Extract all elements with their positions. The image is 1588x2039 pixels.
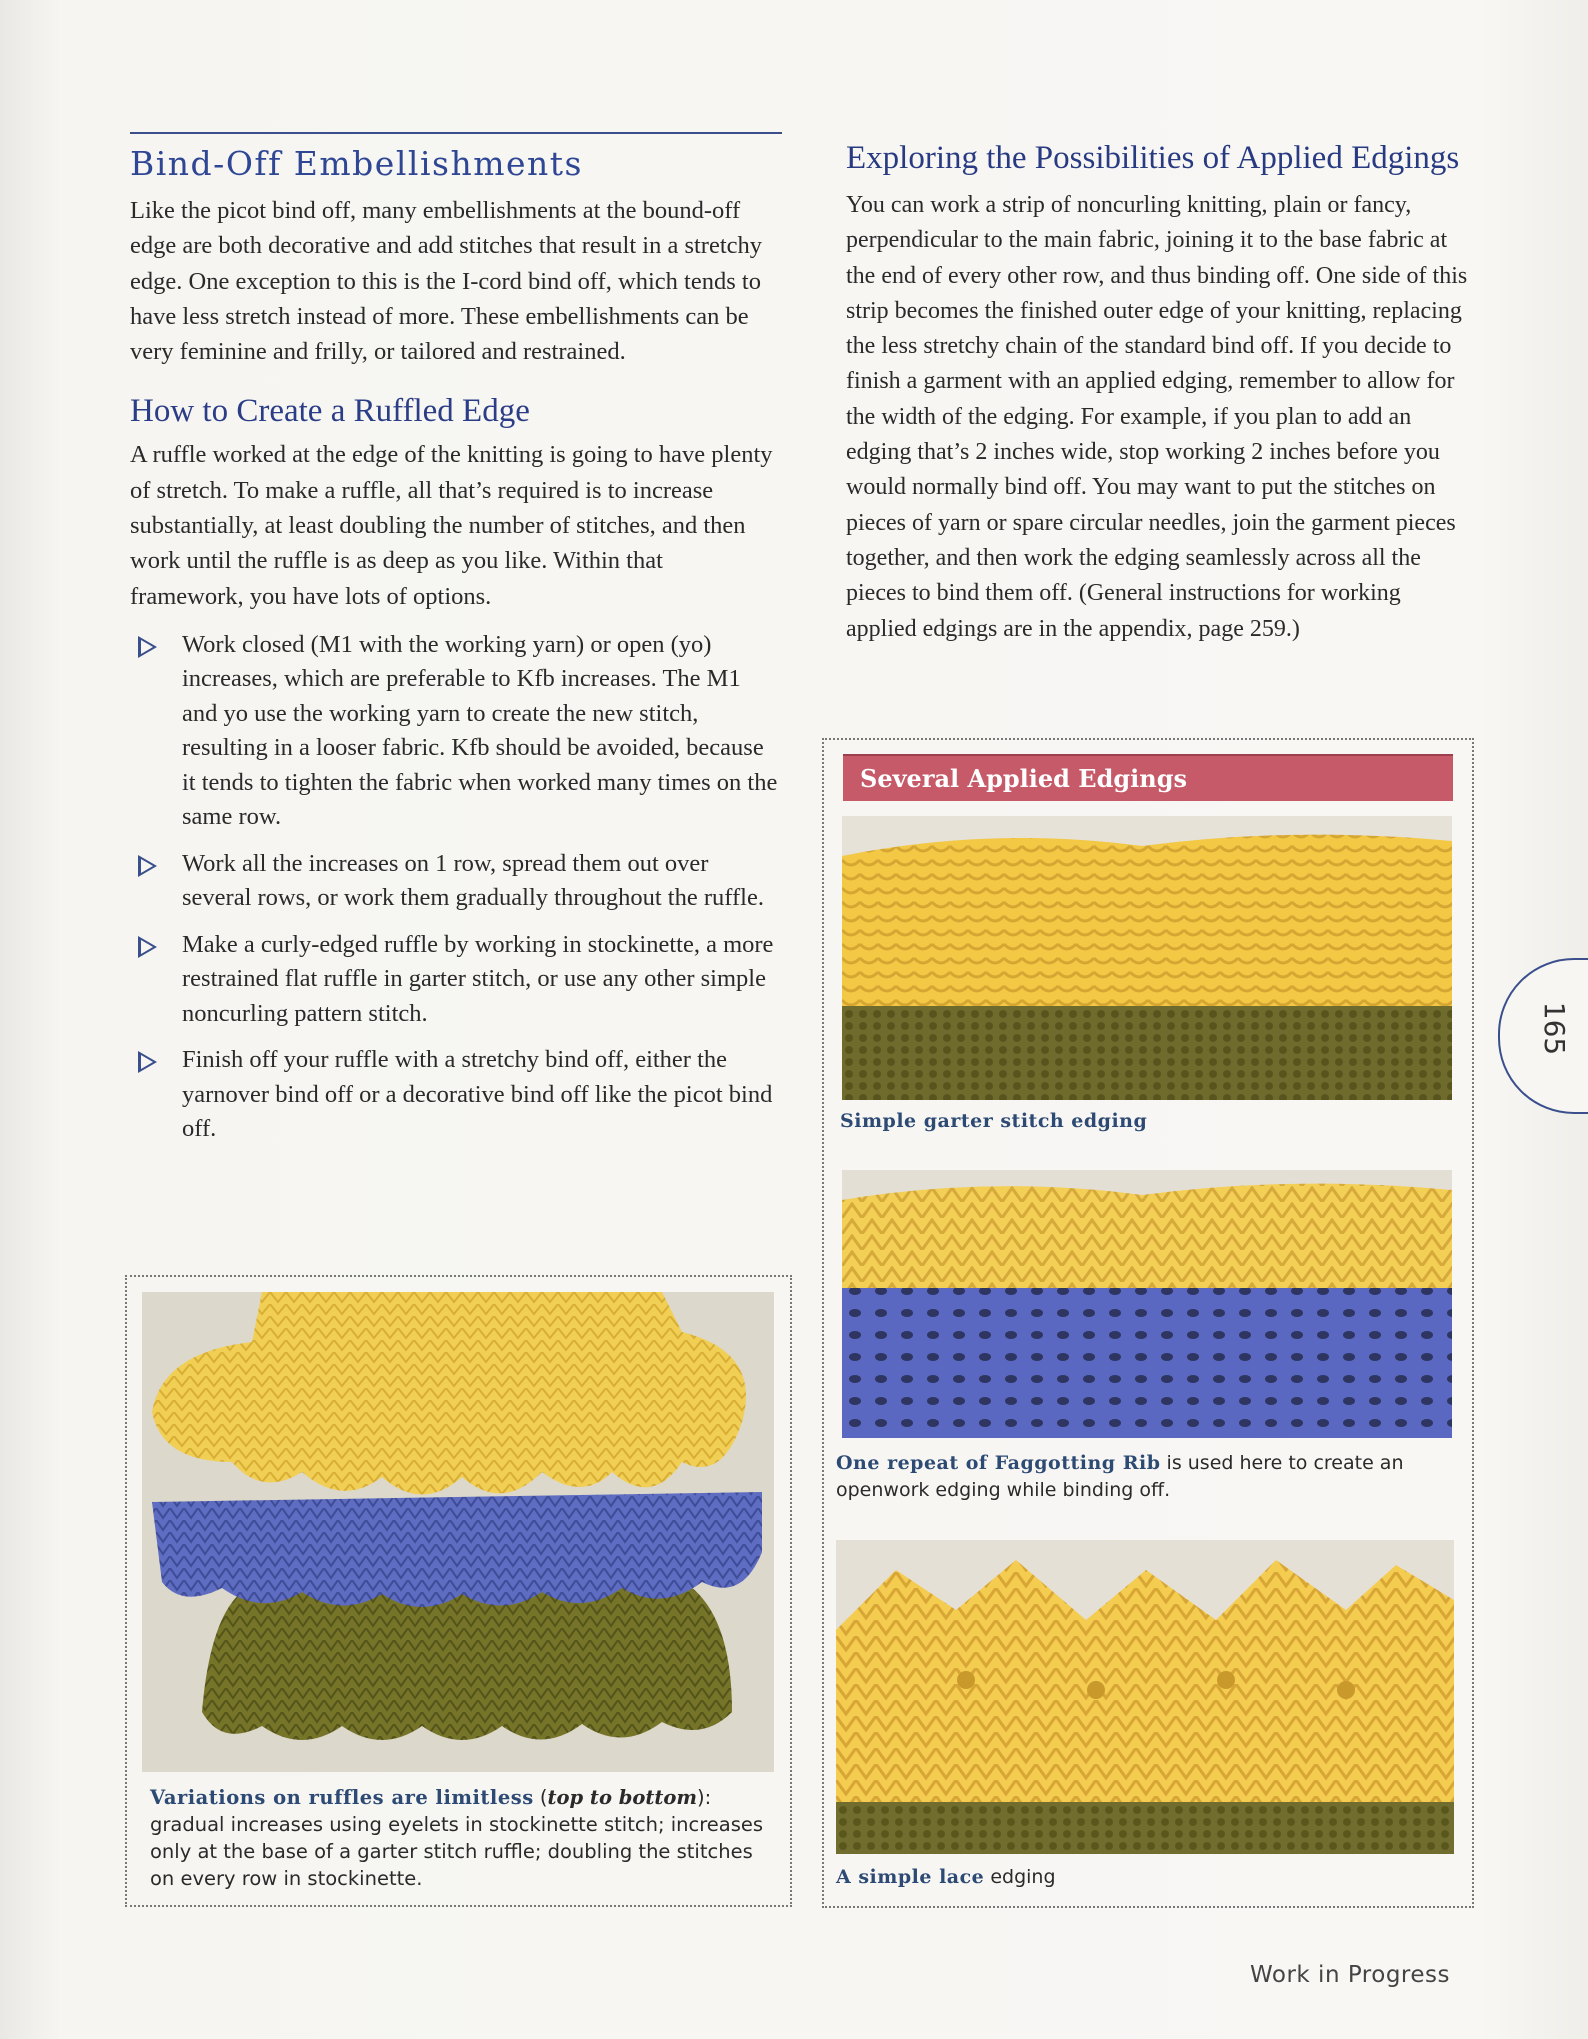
triangle-bullet-icon — [138, 1051, 157, 1073]
lace-edging-photo — [836, 1540, 1454, 1854]
list-item — [130, 628, 782, 835]
section-title: Bind-Off Embellishments — [130, 144, 583, 183]
ruffle-caption-paren: top to bottom — [547, 1786, 698, 1809]
ruffle-options-list — [130, 628, 782, 1147]
section-rule — [130, 132, 782, 134]
right-column — [846, 140, 1476, 671]
lace-caption-rest: edging — [984, 1866, 1056, 1888]
faggotting-caption — [836, 1450, 1456, 1504]
lace-caption — [836, 1864, 1456, 1891]
triangle-bullet-icon — [138, 855, 157, 877]
garter-caption-text: Simple garter stitch edging — [840, 1110, 1148, 1132]
faggotting-edging-illustration — [842, 1170, 1452, 1438]
triangle-bullet-icon — [138, 936, 157, 958]
list-item — [130, 1043, 782, 1147]
sidebar-header — [843, 754, 1453, 801]
garter-edging-illustration — [842, 816, 1452, 1100]
lace-edging-illustration — [836, 1540, 1454, 1854]
ruffle-heading: How to Create a Ruffled Edge — [130, 393, 530, 430]
faggotting-edging-photo — [842, 1170, 1452, 1438]
list-item — [130, 847, 782, 916]
faggotting-caption-lead: One repeat of Faggotting Rib — [836, 1452, 1161, 1474]
sidebar-title: Several Applied Edgings — [860, 764, 1188, 793]
ruffle-caption: Variations on ruffles are limitless (top to bottom): gradual increases using eyelets in stockinette stitch; increases only at the base of a garter stitch ruffle; doubling the stitches on every row in stockinette. — [150, 1786, 764, 1890]
ruffle-intro-paragraph: A ruffle worked at the edge of the knitting is going to have plenty of stretch. To make a ruffle, all that’s required is to increase substantially, at least doubling the number of stitches, and then work until the ruffle is as deep as you like. Within that framework, you have lots of options. — [130, 441, 773, 610]
applied-edgings-paragraph: You can work a strip of noncurling knitting, plain or fancy, perpendicular to the main fabric, joining it to the base fabric at the end of every other row, and thus binding off. One side of this strip becomes the finished outer edge of your knitting, replacing the less stretchy chain of the standard bind off. If you decide to finish a garment with an applied edging, remember to allow for the width of the edging. For example, if you plan to add an edging that’s 2 inches wide, stop working 2 inches before you would normally bind off. You may want to put the stitches on pieces of yarn or spare circular needles, join the garment pieces together, and then work the edging seamlessly across all the pieces to bind them off. (General instructions for working applied edgings are in the appendix, page 259.) — [846, 192, 1468, 642]
garter-caption — [840, 1108, 1450, 1135]
ruffle-swatch-illustration — [142, 1292, 774, 1772]
list-item-text: Finish off your ruffle with a stretchy bind off, either the yarnover bind off or a decorative bind off like the picot bind off. — [182, 1046, 773, 1143]
page-number: 165 — [1538, 1001, 1572, 1056]
list-item-text: Work closed (M1 with the working yarn) or open (yo) increases, which are preferable to Kfb increases. The M1 and yo use the working yarn to create the new stitch, resulting in a looser fabric. Kfb should be avoided, because it tends to tighten the fabric when worked many times on the same row. — [182, 630, 778, 831]
faggotting-caption-rest: is used here to create an openwork edging while binding off. — [836, 1452, 1404, 1501]
list-item-text: Work all the increases on 1 row, spread them out over several rows, or work them gradually throughout the ruffle. — [182, 849, 764, 912]
intro-paragraph: Like the picot bind off, many embellishments at the bound-off edge are both decorative and add stitches that result in a stretchy edge. One exception to this is the I-cord bind off, which tends to have less stretch instead of more. These embellishments can be very feminine and frilly, or tailored and restrained. — [130, 197, 762, 366]
list-item-text: Make a curly-edged ruffle by working in stockinette, a more restrained flat ruffle in garter stitch, or use any other simple noncurling pattern stitch. — [182, 930, 774, 1027]
running-footer: Work in Progress — [1250, 1962, 1450, 1988]
garter-edging-photo — [842, 816, 1452, 1100]
ruffle-caption-lead: Variations on ruffles are limitless — [150, 1786, 534, 1809]
applied-edgings-heading: Exploring the Possibilities of Applied Edgings — [846, 140, 1460, 176]
lace-caption-lead: A simple lace — [836, 1866, 985, 1888]
list-item — [130, 928, 782, 1032]
triangle-bullet-icon — [138, 636, 157, 658]
left-column — [130, 132, 782, 1159]
ruffle-swatch-photo — [142, 1292, 774, 1772]
ruffle-caption-rest: : gradual increases using eyelets in stockinette stitch; increases only at the base of a garter stitch ruffle; doubling the stitches on every row in stockinette. — [150, 1786, 764, 1890]
